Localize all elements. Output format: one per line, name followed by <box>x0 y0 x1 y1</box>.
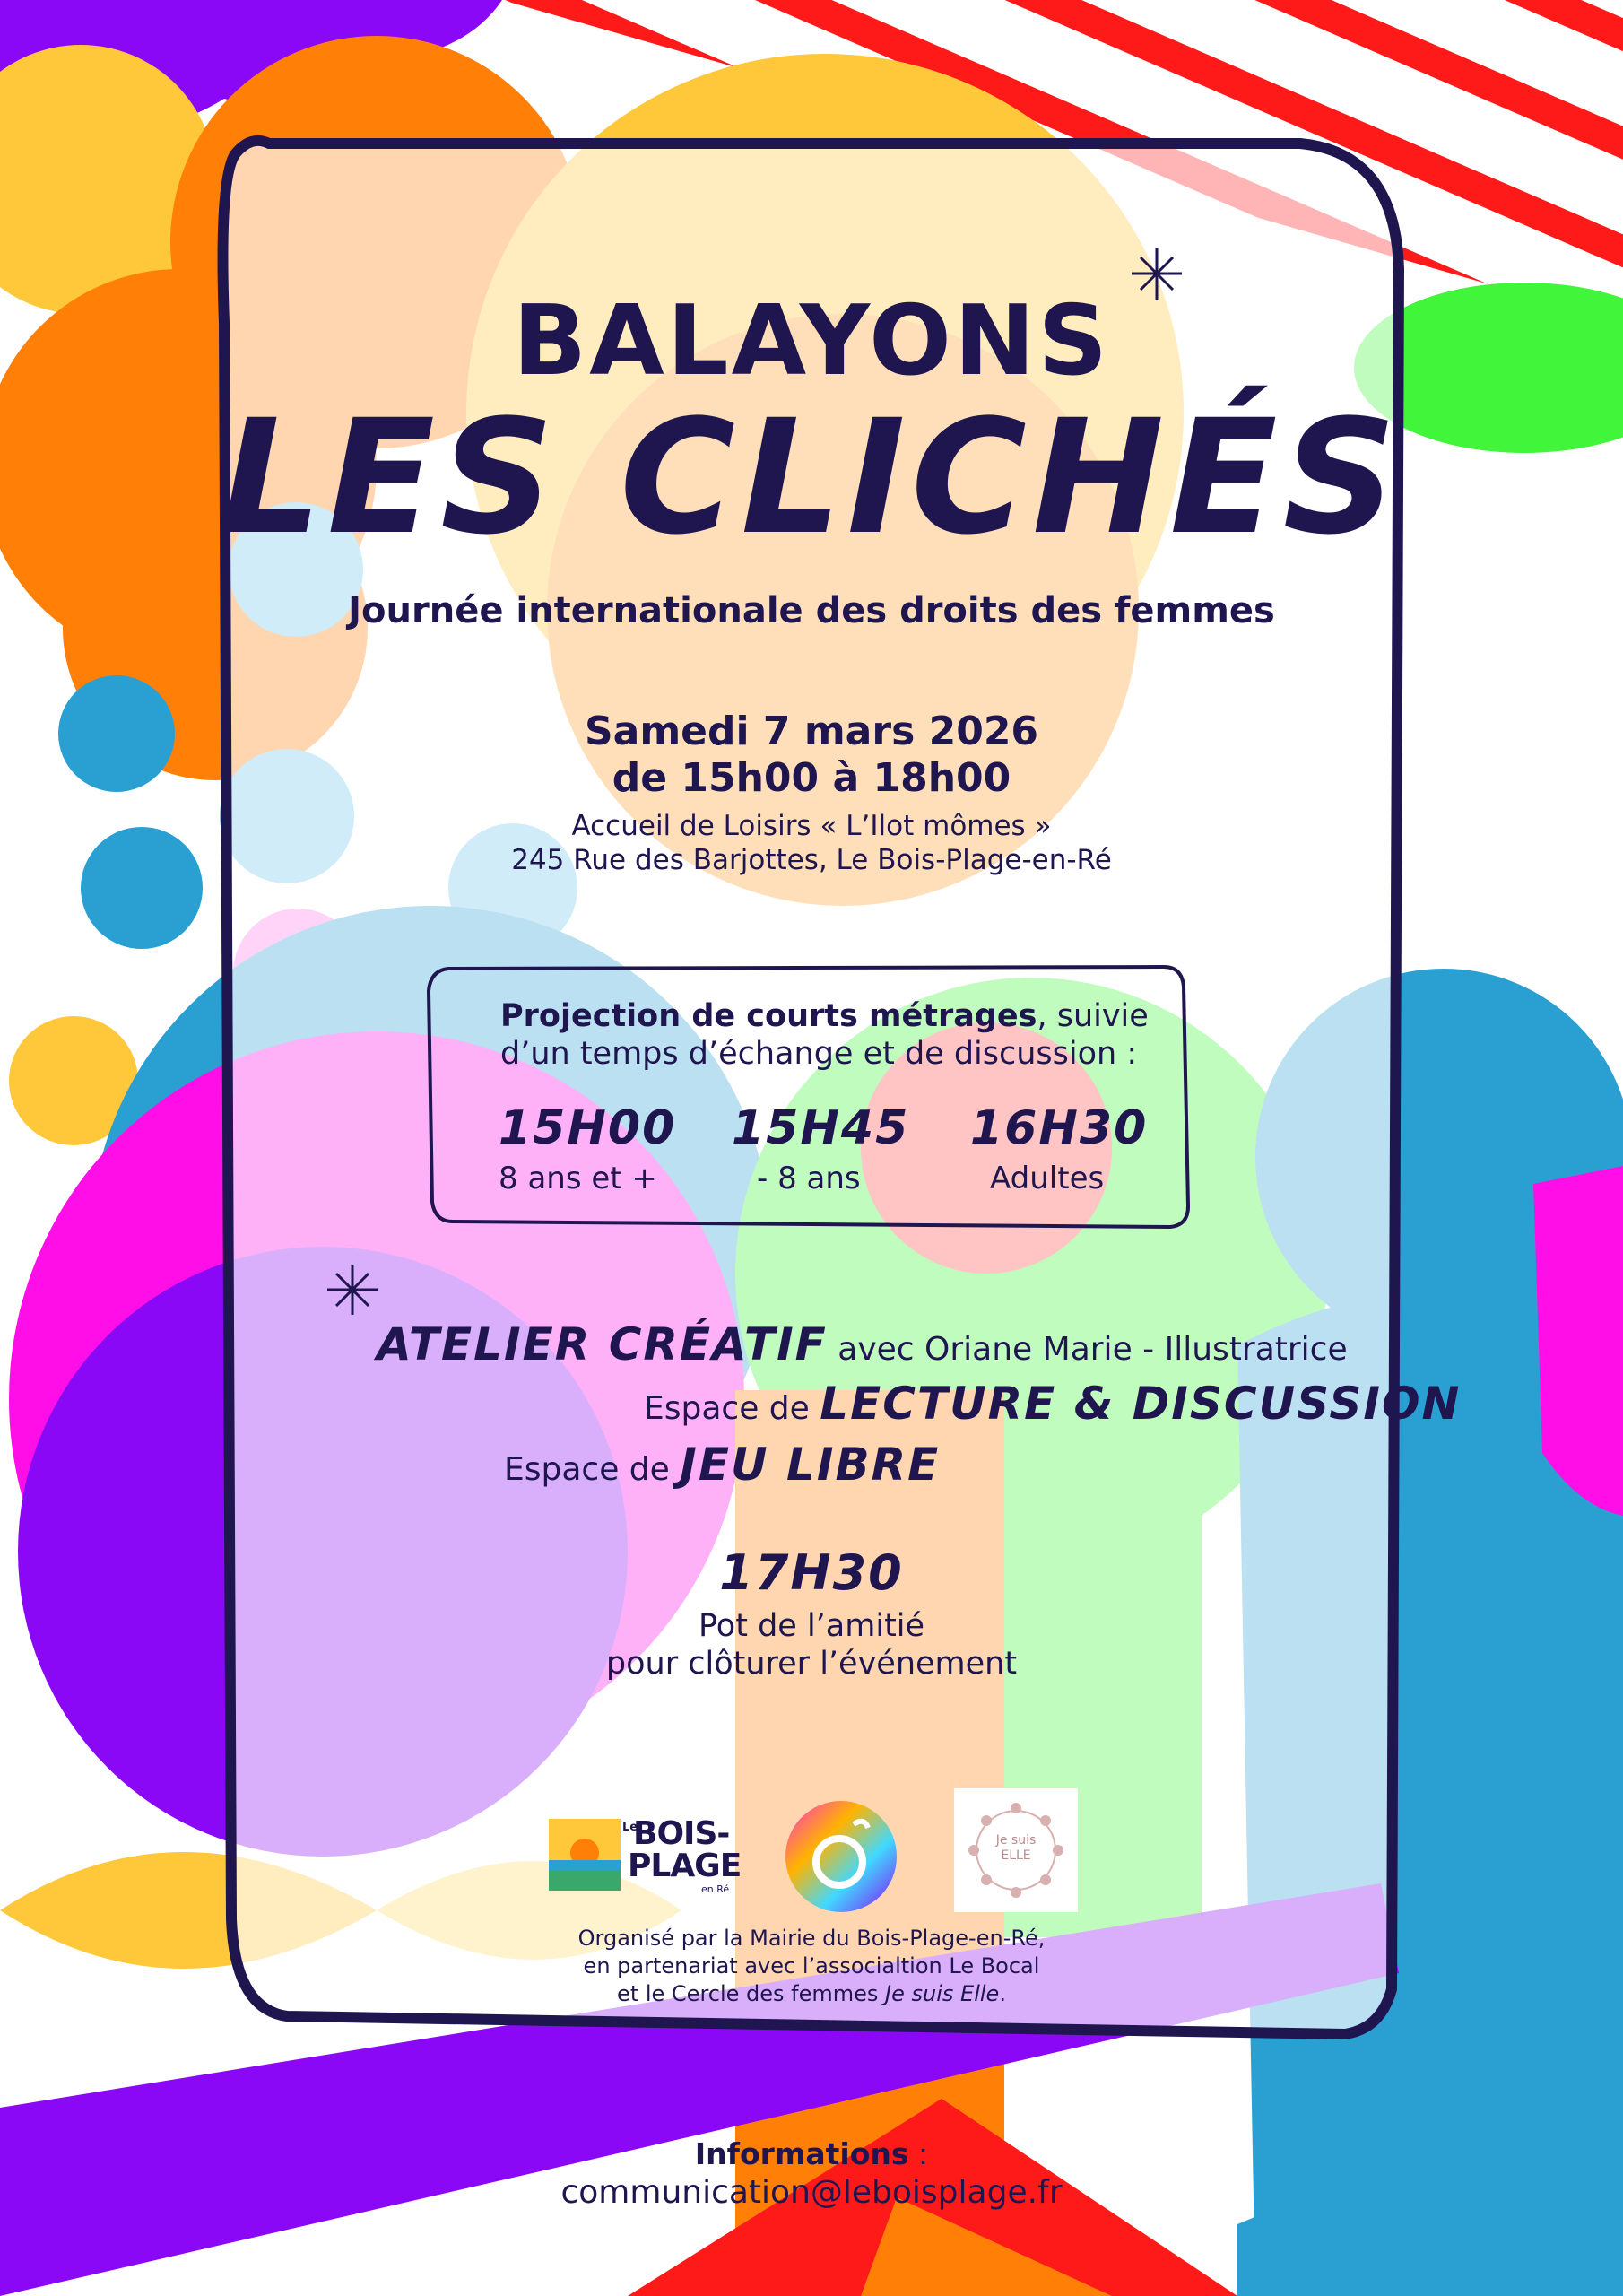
event-date <box>0 709 1623 802</box>
projection-slot <box>732 1101 965 1196</box>
slot-time: 16H30 <box>970 1101 1149 1155</box>
info-label-suffix: : <box>908 2136 929 2171</box>
activity-lecture-title: LECTURE & DISCUSSION <box>820 1378 1462 1430</box>
logo-text-plage: PLAGE <box>628 1848 742 1884</box>
activity-atelier <box>377 1318 1348 1370</box>
info-label <box>0 2136 1623 2171</box>
projection-lead-rest: , suivie <box>1037 998 1149 1034</box>
slot-audience: - 8 ans <box>757 1161 861 1196</box>
closing-line-2: pour clôturer l’événement <box>605 1646 1018 1682</box>
organizer-text <box>0 1925 1623 2008</box>
title-line-1: BALAYONS <box>512 285 1111 397</box>
event-venue: Accueil de Loisirs « L’Ilot mômes » <box>571 810 1052 842</box>
organizer-line-3-prefix: et le Cercle des femmes <box>617 1981 886 2006</box>
closing-time: 17H30 <box>719 1544 904 1601</box>
activity-jeu-prefix: Espace de <box>504 1451 670 1488</box>
logo-text-enre: en Ré <box>701 1883 730 1895</box>
closing-text <box>0 1607 1623 1683</box>
slot-audience: Adultes <box>990 1161 1105 1196</box>
event-place <box>0 809 1623 877</box>
projection-slot <box>499 1101 732 1196</box>
projection-description <box>500 997 1182 1073</box>
logo-jse-line1: Je suis <box>995 1833 1037 1848</box>
info-label-text: Informations <box>694 2136 909 2171</box>
organizer-line-3-italic: Je suis Elle <box>885 1981 1000 2006</box>
je-suis-elle-logo <box>954 1788 1078 1912</box>
subtitle: Journée internationale des droits des femmes <box>348 590 1275 631</box>
organizer-line-1: Organisé par la Mairie du Bois-Plage-en-Ré, <box>577 1926 1046 1951</box>
organizer-line-2: en partenariat avec l’associaltion Le Bocal <box>583 1953 1040 1979</box>
activity-atelier-detail: avec Oriane Marie - Illustratrice <box>838 1331 1348 1368</box>
activity-lecture-prefix: Espace de <box>644 1390 810 1427</box>
slot-time: 15H00 <box>499 1101 677 1155</box>
activity-lecture <box>644 1378 1461 1430</box>
logo-text-le: Le <box>622 1821 638 1834</box>
projection-slot <box>970 1101 1203 1196</box>
projection-lead-bold: Projection de courts métrages <box>500 998 1037 1034</box>
activity-atelier-title: ATELIER CRÉATIF <box>377 1318 828 1370</box>
event-time-line: de 15h00 à 18h00 <box>612 755 1011 801</box>
projection-line-2: d’un temps d’échange et de discussion : <box>500 1036 1138 1072</box>
bois-plage-logo <box>549 1815 746 1896</box>
activity-jeu-title: JEU LIBRE <box>680 1439 941 1491</box>
sun-icon <box>549 1819 621 1891</box>
activity-jeu <box>504 1439 940 1491</box>
info-email[interactable]: communication@leboisplage.fr <box>560 2174 1063 2211</box>
closing-line-1: Pot de l’amitié <box>698 1608 925 1644</box>
event-date-line: Samedi 7 mars 2026 <box>584 709 1039 754</box>
slot-audience: 8 ans et + <box>499 1161 657 1196</box>
logo-text-bois: BOIS- <box>633 1815 730 1852</box>
organizer-line-3-suffix: . <box>999 1981 1006 2006</box>
title-line-2: LES CLICHÉS <box>221 386 1402 570</box>
logo-jse-text <box>954 1833 1078 1864</box>
event-address: 245 Rue des Barjottes, Le Bois-Plage-en-Ré <box>511 844 1112 876</box>
le-bocal-logo <box>782 1797 900 1916</box>
slot-time: 15H45 <box>732 1101 910 1155</box>
organizer-line-3 <box>0 1980 1623 2008</box>
logo-jse-line2: ELLE <box>1001 1848 1031 1863</box>
